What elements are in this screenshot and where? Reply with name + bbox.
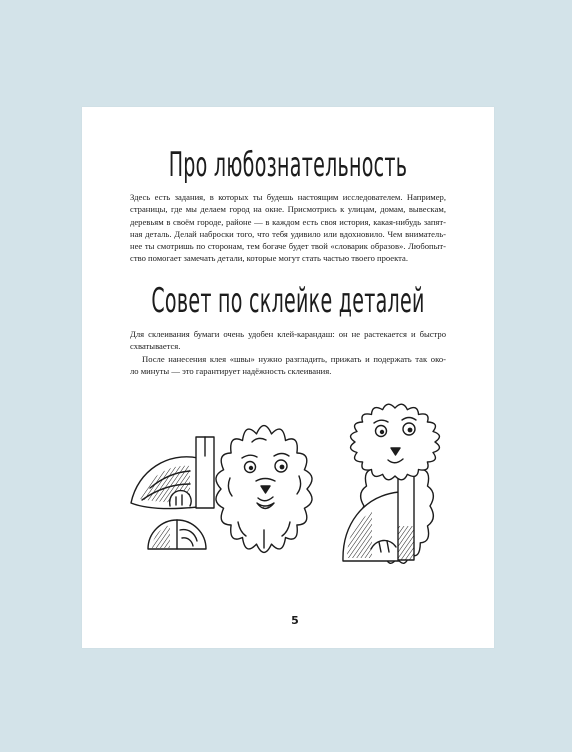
bird-card-illustration	[131, 437, 214, 549]
page-number: 5	[291, 614, 299, 627]
section-title-text: Про любознательность	[168, 145, 408, 185]
text-line: ло минуты — это гарантирует надёжность склеивания.	[130, 365, 332, 376]
lion-illustration-large	[343, 404, 439, 563]
text-line: ная деталь. Делай наброски того, что тебя удивило или вдохновило. Чем вниматель-	[130, 228, 446, 239]
text-line: страницы, где мы делаем город на окне. Присмотрись к улицам, домам, вывескам,	[130, 204, 446, 215]
lion-illustration-small	[216, 426, 312, 553]
text-line: нее ты смотришь по сторонам, тем богаче будет твой «словарик образов». Любопыт-	[130, 241, 446, 252]
neck-hatching	[398, 526, 414, 560]
book-page	[82, 107, 494, 648]
text-line: Здесь есть задания, в которых ты будешь настоящим исследователем. Например,	[130, 192, 446, 202]
section-title-text: Совет по склейке деталей	[151, 281, 425, 321]
lion-head-mane	[351, 404, 440, 480]
text-line: ство помогает замечать детали, которые могут стать частью твоего проекта.	[130, 253, 409, 264]
text-line: После нанесения клея «швы» нужно разгладить, прижать и подержать так око-	[142, 353, 446, 364]
illustrations	[82, 107, 494, 648]
lion-pupil	[380, 430, 384, 434]
lion-pupil	[280, 465, 285, 470]
text-line: Для склеивания бумаги очень удобен клей-карандаш: он не растекается и быстро	[130, 329, 446, 339]
text-line: схватывается.	[130, 341, 181, 352]
text-line: деревьям в своём городе, районе — в каждом есть своя история, какая-нибудь запят-	[130, 216, 446, 227]
lion-pupil	[408, 428, 413, 433]
lion-pupil	[249, 466, 253, 470]
